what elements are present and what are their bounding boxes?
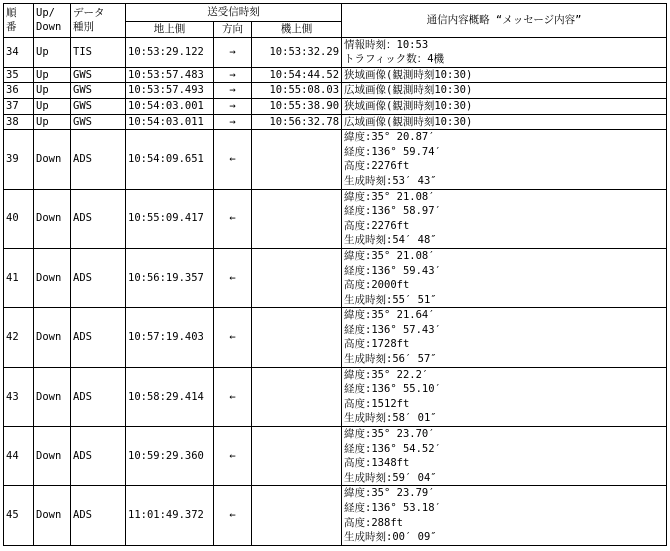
table-body [4, 37, 667, 545]
header-ground-side: 地上側 [126, 22, 214, 38]
message-line: 緯度:35° 23.79′ [344, 487, 435, 500]
cell-aircraft-time [252, 427, 342, 486]
message-line: 緯度:35° 23.70′ [344, 428, 435, 441]
message-line: 緯度:35° 22.2′ [344, 368, 429, 381]
message-line: 高度:288ft [344, 516, 403, 529]
table-row [4, 308, 667, 367]
cell-seq: 44 [4, 427, 34, 486]
cell-seq: 45 [4, 486, 34, 545]
cell-data-type: ADS [71, 308, 126, 367]
table-row [4, 37, 667, 67]
header-summary: 通信内容概略 “メッセージ内容” [342, 4, 667, 38]
cell-seq: 35 [4, 67, 34, 83]
cell-message [342, 486, 667, 545]
cell-message [342, 67, 667, 83]
cell-updown: Up [34, 114, 71, 130]
table-row [4, 98, 667, 114]
cell-aircraft-time [252, 308, 342, 367]
cell-message [342, 427, 667, 486]
table-row [4, 189, 667, 248]
table-row [4, 130, 667, 189]
cell-data-type: ADS [71, 486, 126, 545]
cell-aircraft-time: 10:55:38.90 [252, 98, 342, 114]
table-row [4, 248, 667, 307]
cell-message [342, 98, 667, 114]
message-line: 経度:136° 53.18′ [344, 502, 441, 514]
message-line: 高度:2000ft [344, 279, 410, 292]
cell-ground-time: 10:55:09.417 [126, 189, 214, 248]
cell-seq: 34 [4, 37, 34, 67]
cell-direction: → [214, 83, 252, 99]
message-line: 高度:2276ft [344, 219, 410, 232]
cell-updown: Up [34, 83, 71, 99]
cell-ground-time: 10:53:57.483 [126, 67, 214, 83]
message-line: 生成時刻:58′ 01″ [344, 412, 437, 425]
cell-updown: Down [34, 367, 71, 426]
cell-data-type: GWS [71, 114, 126, 130]
message-line: 経度:136° 58.97′ [344, 205, 441, 218]
table-row [4, 367, 667, 426]
cell-updown: Up [34, 37, 71, 67]
cell-data-type: GWS [71, 67, 126, 83]
cell-seq: 43 [4, 367, 34, 426]
message-line: トラフィック数：4機 [344, 53, 445, 66]
cell-data-type: ADS [71, 248, 126, 307]
message-line: 高度:1348ft [344, 457, 410, 470]
cell-message [342, 83, 667, 99]
cell-ground-time: 10:57:19.403 [126, 308, 214, 367]
table-row [4, 114, 667, 130]
message-line: 緯度:35° 21.08′ [344, 190, 435, 203]
message-line: 生成時刻:00′ 09″ [344, 531, 437, 544]
cell-direction: ← [214, 189, 252, 248]
cell-ground-time: 10:59:29.360 [126, 427, 214, 486]
message-line: 生成時刻:55′ 51″ [344, 293, 437, 306]
cell-message [342, 189, 667, 248]
cell-seq: 42 [4, 308, 34, 367]
cell-seq: 37 [4, 98, 34, 114]
table-row [4, 486, 667, 545]
cell-direction: ← [214, 130, 252, 189]
message-line: 経度:136° 59.74′ [344, 145, 441, 158]
message-line: 緯度:35° 21.64′ [344, 309, 435, 322]
message-line: 高度:1512ft [344, 397, 410, 410]
cell-direction: ← [214, 486, 252, 545]
header-aircraft-side: 機上側 [252, 22, 342, 38]
message-line: 狭域画像(観測時刻10:30) [344, 68, 473, 81]
cell-updown: Up [34, 98, 71, 114]
cell-message [342, 37, 667, 67]
cell-seq: 39 [4, 130, 34, 189]
cell-direction: → [214, 67, 252, 83]
message-line: 経度:136° 57.43′ [344, 323, 441, 336]
message-line: 生成時刻:56′ 57″ [344, 353, 437, 366]
message-line: 高度:2276ft [344, 160, 410, 173]
cell-ground-time: 10:54:09.651 [126, 130, 214, 189]
cell-updown: Down [34, 486, 71, 545]
message-line: 緯度:35° 20.87′ [344, 131, 435, 144]
cell-aircraft-time [252, 130, 342, 189]
message-line: 緯度:35° 21.08′ [344, 249, 435, 262]
header-direction: 方向 [214, 22, 252, 38]
cell-direction: ← [214, 248, 252, 307]
message-line: 生成時刻:54′ 48″ [344, 234, 437, 247]
header-send-receive-time: 送受信時刻 [126, 4, 342, 22]
message-line: 広域画像(観測時刻10:30) [344, 84, 473, 97]
cell-ground-time: 10:56:19.357 [126, 248, 214, 307]
cell-data-type: TIS [71, 37, 126, 67]
cell-message [342, 248, 667, 307]
table-header [4, 4, 667, 38]
cell-message [342, 130, 667, 189]
table-row [4, 83, 667, 99]
message-line: 経度:136° 54.52′ [344, 442, 441, 455]
cell-direction: ← [214, 427, 252, 486]
cell-data-type: ADS [71, 189, 126, 248]
cell-aircraft-time [252, 189, 342, 248]
cell-data-type: GWS [71, 98, 126, 114]
cell-aircraft-time [252, 367, 342, 426]
cell-aircraft-time: 10:53:32.29 [252, 37, 342, 67]
cell-aircraft-time: 10:56:32.78 [252, 114, 342, 130]
cell-seq: 36 [4, 83, 34, 99]
header-seq: 順 番 [4, 4, 34, 38]
table-row [4, 67, 667, 83]
cell-updown: Up [34, 67, 71, 83]
cell-updown: Down [34, 427, 71, 486]
header-updown: Up/ Down [34, 4, 71, 38]
cell-data-type: ADS [71, 367, 126, 426]
message-line: 広域画像(観測時刻10:30) [344, 115, 473, 128]
message-line: 狭域画像(観測時刻10:30) [344, 99, 473, 112]
communication-log-table [3, 3, 667, 546]
message-line: 生成時刻:59′ 04″ [344, 471, 437, 484]
cell-direction: ← [214, 367, 252, 426]
cell-direction: → [214, 114, 252, 130]
cell-updown: Down [34, 130, 71, 189]
cell-ground-time: 10:58:29.414 [126, 367, 214, 426]
cell-updown: Down [34, 248, 71, 307]
cell-aircraft-time [252, 486, 342, 545]
message-line: 生成時刻:53′ 43″ [344, 174, 437, 187]
cell-direction: → [214, 98, 252, 114]
cell-aircraft-time: 10:55:08.03 [252, 83, 342, 99]
cell-updown: Down [34, 189, 71, 248]
message-line: 経度:136° 55.10′ [344, 383, 441, 396]
cell-ground-time: 10:54:03.011 [126, 114, 214, 130]
cell-data-type: GWS [71, 83, 126, 99]
message-line: 情報時刻：10:53 [344, 38, 429, 51]
table-row [4, 427, 667, 486]
message-line: 高度:1728ft [344, 338, 410, 351]
cell-direction: ← [214, 308, 252, 367]
cell-seq: 40 [4, 189, 34, 248]
cell-direction: → [214, 37, 252, 67]
header-data-type: データ 種別 [71, 4, 126, 38]
cell-aircraft-time [252, 248, 342, 307]
cell-message [342, 114, 667, 130]
cell-seq: 41 [4, 248, 34, 307]
cell-ground-time: 10:54:03.001 [126, 98, 214, 114]
cell-ground-time: 11:01:49.372 [126, 486, 214, 545]
cell-message [342, 367, 667, 426]
cell-ground-time: 10:53:57.493 [126, 83, 214, 99]
cell-aircraft-time: 10:54:44.52 [252, 67, 342, 83]
cell-message [342, 308, 667, 367]
cell-data-type: ADS [71, 427, 126, 486]
cell-seq: 38 [4, 114, 34, 130]
cell-updown: Down [34, 308, 71, 367]
cell-ground-time: 10:53:29.122 [126, 37, 214, 67]
cell-data-type: ADS [71, 130, 126, 189]
message-line: 経度:136° 59.43′ [344, 264, 441, 277]
